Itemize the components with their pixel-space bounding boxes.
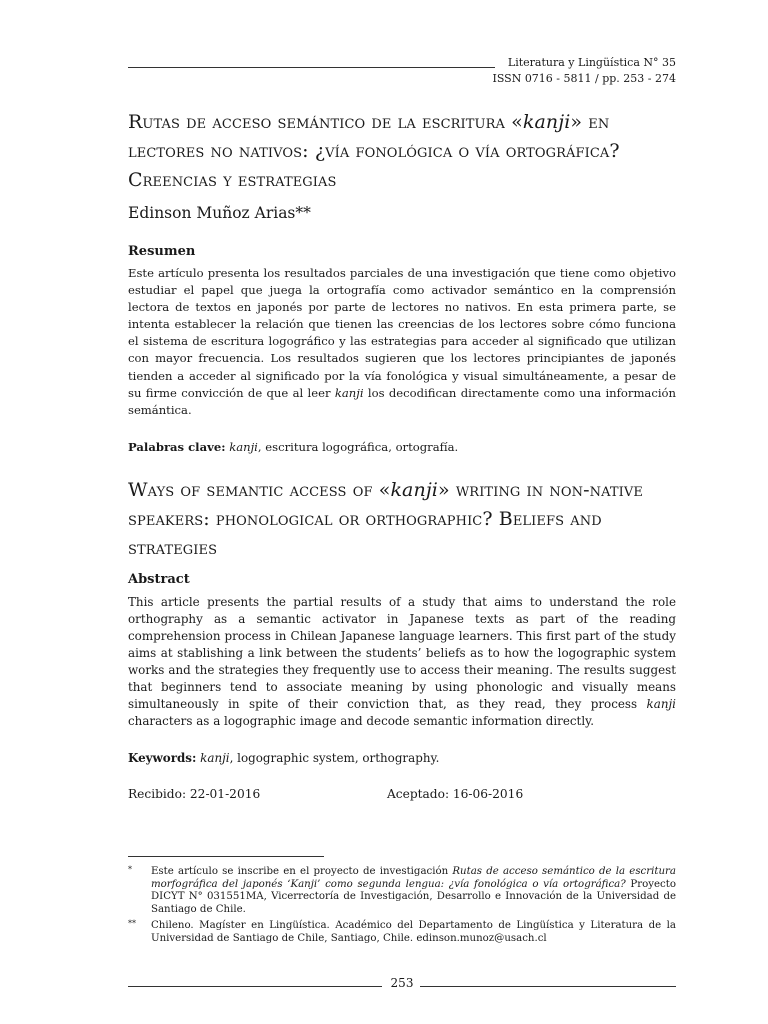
page-footer xyxy=(128,976,676,992)
footnote-author xyxy=(128,920,676,945)
resumen-heading: Resumen xyxy=(128,244,196,259)
running-header xyxy=(128,54,676,90)
spanish-title: Rutas de acceso semántico de la escritura «kanji» en lectores no nativos: ¿vía fonológica o vía ortográfica? Creencias y estrategias xyxy=(128,111,620,191)
journal-name: Literatura y Lingüística N° 35 xyxy=(507,56,676,69)
footnote-rule xyxy=(128,856,324,857)
english-keywords: Keywords: kanji, logographic system, orthography. xyxy=(128,751,440,765)
footer-rule-right xyxy=(420,986,676,987)
header-rule xyxy=(128,67,495,68)
footnote-mark: ** xyxy=(128,919,136,928)
resumen-text: Este artículo presenta los resultados parciales de una investigación que tiene como objetivo estudiar el papel que juega la ortografía como activador semántico en la comprensión lectora de textos en japonés por parte de lectores no nativos. En esta primera parte, se intenta establecer la relación que tienen las creencias de los lectores sobre cómo funciona el sistema de escritura logográfico y las estrategias para acceder al significado que utilizan con mayor frecuencia. Los resultados sugieren que los lectores principiantes de japonés tienden a acceder al significado por la vía fonológica y visual simultáneamente, a pesar de su firme convicción de que al leer kanji los decodifican directamente como una información semántica. xyxy=(128,266,676,417)
accepted-date: Aceptado: 16-06-2016 xyxy=(387,787,524,801)
footnote-project xyxy=(128,866,676,917)
page-number: 253 xyxy=(390,976,414,990)
abstract-text: This article presents the partial results of a study that aims to understand the role orthography as a semantic activator in Japanese texts as part of the reading comprehension process in Chilean Japanese language learners. This first part of the study aims at stablishing a link between the students’ beliefs as to how the logographic system works and the strategies they frequently use to access their meaning. The results suggest that beginners tend to associate meaning by using phonologic and visually means simultaneously in spite of their conviction that, as they read, they process kanji characters as a logographic image and decode semantic information directly. xyxy=(128,595,676,728)
english-title: Ways of semantic access of «kanji» writing in non-native speakers: phonological or orthographic? Beliefs and strategies xyxy=(128,479,643,559)
footnote-mark: * xyxy=(128,865,132,874)
footnote-text: Este artículo se inscribe en el proyecto de investigación Rutas de acceso semántico de la escritura morfográfica del japonés ‘Kanji’ como segunda lengua: ¿vía fonológica o vía ortográfica? Proyecto DICYT N° 031551MA, Vicerrectoría de Investigación, Desarrollo e Innovación de la Universidad de Santiago de Chile. xyxy=(151,866,676,916)
author-name: Edinson Muñoz Arias** xyxy=(128,204,311,222)
abstract-heading: Abstract xyxy=(128,572,190,587)
received-date: Recibido: 22-01-2016 xyxy=(128,787,261,801)
spanish-keywords: Palabras clave: kanji, escritura logográfica, ortografía. xyxy=(128,440,459,454)
footnote-text: Chileno. Magíster en Lingüística. Académico del Departamento de Lingüística y Literatura de la Universidad de Santiago de Chile, Santiago, Chile. edinson.munoz@usach.cl xyxy=(151,920,676,944)
issn-pages: ISSN 0716 - 5811 / pp. 253 - 274 xyxy=(492,72,676,85)
